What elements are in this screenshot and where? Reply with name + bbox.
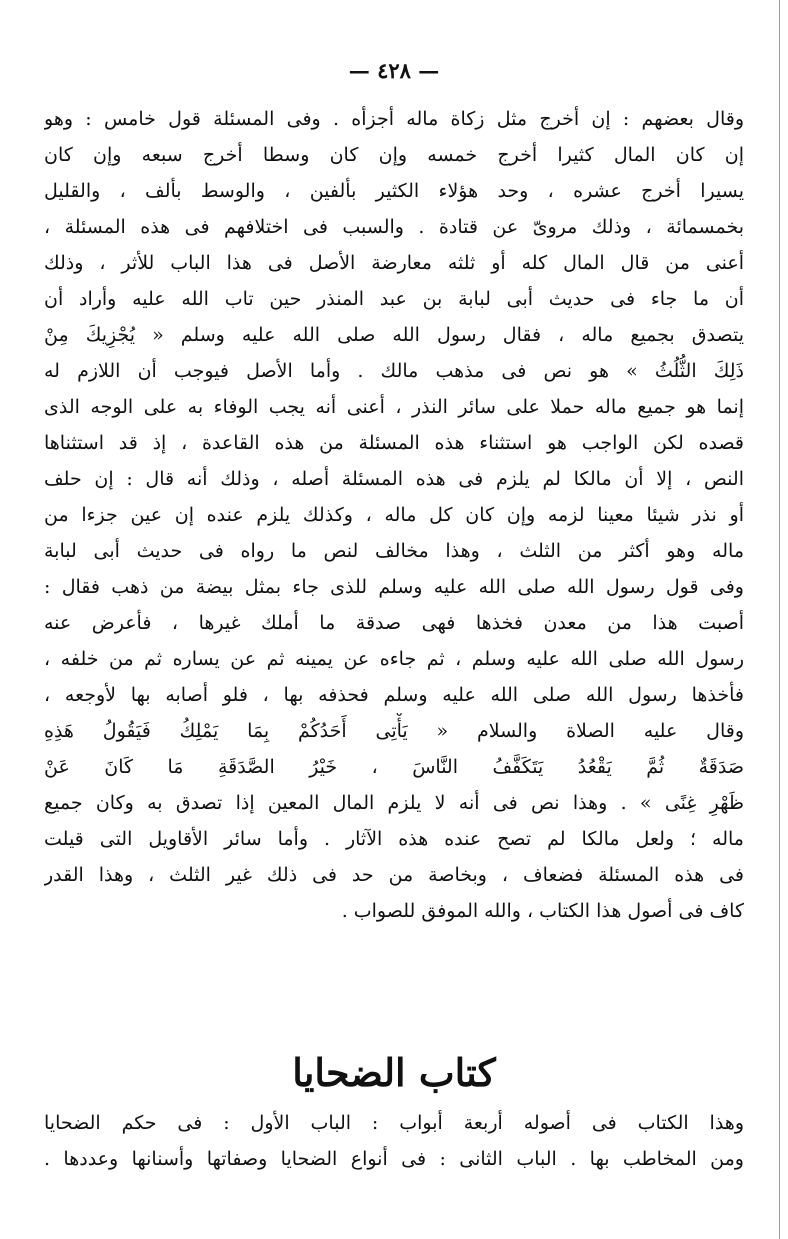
section-intro-block — [44, 1105, 744, 1177]
text-line: يتصدق بجميع ماله ، فقال رسول الله صلى الله عليه وسلم « يُجْزِيكَ مِنْ — [44, 324, 744, 346]
page-number: — ٤٢٨ — — [348, 58, 440, 83]
text-line: ذَلِكَ الثُّلُثُ » هو نص فى مذهب مالك . وأما الأصل فيوجب أن اللازم له — [44, 360, 744, 382]
text-line: فى هذه المسئلة فضعاف ، وبخاصة من حد فى ذلك غير الثلث ، وهذا القدر — [44, 864, 744, 886]
section-title: كتاب الضحايا — [292, 1050, 496, 1095]
text-line: أن ما جاء فى حديث أبى لبابة بن عبد المنذر حين تاب الله عليه وأراد أن — [44, 288, 744, 310]
text-line: وقال بعضهم : إن أخرج مثل زكاة ماله أجزأه . وفى المسئلة قول خامس : وهو — [44, 108, 744, 130]
text-line: ماله وهو أكثر من الثلث ، وهذا مخالف لنص ما رواه فى حديث أبى لبابة — [44, 540, 744, 562]
text-line: وهذا الكتاب فى أصوله أربعة أبواب : الباب الأول : فى حكم الضحايا — [44, 1112, 744, 1134]
text-line: بخمسمائة ، وذلك مروىّ عن قتادة . والسبب فى اختلافهم فى هذه المسئلة ، — [44, 216, 744, 238]
text-line: ومن المخاطب بها . الباب الثانى : فى أنواع الضحايا وصفاتها وأسنانها وعددها . — [44, 1148, 744, 1170]
text-line: أعنى من قال المال كله أو ثلثه معارضة الأصل فى هذا الباب للأثر ، وذلك — [44, 252, 744, 274]
text-line: وقال عليه الصلاة والسلام « يَأْتِى أَحَدُكُمْ بِمَا يَمْلِكُ فَيَقُولُ هَذِهِ — [44, 720, 744, 742]
text-line: إن كان المال كثيرا أخرج خمسه وإن كان وسطا أخرج سبعه وإن كان — [44, 144, 744, 166]
text-line: إنما هو جميع ماله حملا على سائر النذر ، أعنى أنه يجب الوفاء به على الوجه الذى — [44, 396, 744, 418]
main-text-block — [44, 101, 744, 929]
text-line: فأخذها رسول الله صلى الله عليه وسلم فحذفه بها ، فلو أصابه بها لأوجعه ، — [44, 684, 744, 706]
text-line: صَدَقَةٌ ثُمَّ يَقْعُدُ يَتَكَفَّفُ النَّاسَ ، خَيْرُ الصَّدَقَةِ مَا كَانَ عَنْ — [44, 756, 744, 778]
text-line: كاف فى أصول هذا الكتاب ، والله الموفق للصواب . — [341, 900, 744, 922]
text-line: ماله ؛ ولعل مالكا لم تصح عنده هذه الآثار . وأما سائر الأقاويل التى قيلت — [44, 828, 744, 850]
text-line: النص ، إلا أن مالكا لم يلزم فى هذه المسئلة أصله ، وذلك أنه قال : إن حلف — [44, 468, 744, 490]
text-line: يسيرا أخرج عشره ، وحد هؤلاء الكثير بألفين ، والوسط بألف ، والقليل — [44, 180, 744, 202]
text-line: قصده لكن الواجب هو استثناء هذه المسئلة من هذه القاعدة ، إذ قد استثناها — [44, 432, 744, 454]
text-line: أو نذر شيئا معينا لزمه وإن كان كل ماله ، وكذلك يلزم عنده إن عين جزءا من — [44, 504, 744, 526]
text-line: ظَهْرِ غِنًى » . وهذا نص فى أنه لا يلزم المال المعين إذا تصدق به وكان جميع — [44, 792, 744, 814]
text-line: أصبت هذا من معدن فخذها فهى صدقة ما أملك غيرها ، فأعرض عنه — [44, 612, 744, 634]
text-line: وفى قول رسول الله صلى الله عليه وسلم للذى جاء بمثل بيضة من ذهب فقال : — [44, 576, 744, 598]
text-line: رسول الله صلى الله عليه وسلم ، ثم جاءه عن يمينه ثم عن يساره ثم من خلفه ، — [44, 648, 744, 670]
